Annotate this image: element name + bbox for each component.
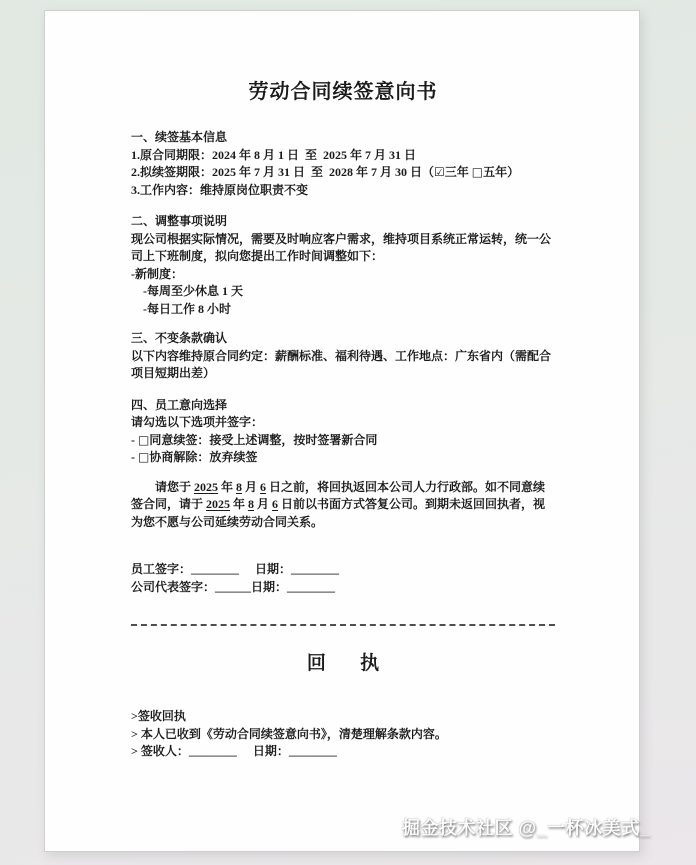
date-blank: ________ [287, 579, 336, 594]
underlined-month: 8 [236, 479, 243, 494]
document-title: 劳动合同续签意向书 [248, 81, 438, 103]
date-label: 日期： [252, 744, 289, 758]
checkbox-empty-icon: □ [138, 432, 150, 447]
original-contract-term-line: 1.原合同期限：2024 年 8 月 1 日 至 2025 年 7 月 31 日 [131, 147, 417, 162]
signature-block [131, 561, 555, 596]
rest-day-item: -每周至少休息 1 天 [143, 284, 243, 298]
work-hours-item: -每日工作 8 小时 [143, 301, 231, 316]
company-signature-line [131, 579, 555, 597]
return-text: 日前以书面方式答复公司。到期未返回回执者，视为您不愿与公司延续劳动合同关系。 [131, 497, 546, 529]
section-employee-intention [131, 397, 555, 467]
agree-renewal-option [131, 432, 555, 450]
agree-option-label: 同意续签：接受上述调整，按时签署新合同 [149, 432, 378, 447]
option-dash: - [131, 450, 138, 464]
terminate-option [131, 449, 555, 467]
date-blank: ________ [288, 744, 337, 758]
document-page [44, 10, 640, 852]
option-five-years-label: 五年） [483, 165, 520, 179]
underlined-year: 2025 [194, 479, 219, 494]
return-text: 月 [242, 479, 261, 494]
date-label: 日期： [255, 562, 292, 576]
section-renewal-basic-info [131, 129, 555, 199]
return-text: 日之前，将回执返回本公司人力行政部。如不同意续签合同，请于 [131, 479, 546, 511]
receipt-signer-label: > 签收人： [131, 744, 189, 758]
receipt-received-line: > 本人已收到《劳动合同续签意向书》，清楚理解条款内容。 [131, 726, 447, 741]
section-unchanged-terms [131, 330, 555, 383]
new-policy-title: -新制度： [131, 266, 183, 281]
site-watermark: 掘金技术社区 @_一杯冰美式_ [402, 818, 651, 838]
return-instruction-paragraph [131, 479, 555, 532]
renewal-term-line [131, 164, 555, 182]
checkbox-empty-icon: □ [471, 165, 484, 179]
return-text: 年 [230, 497, 249, 511]
checkbox-empty-icon: □ [138, 450, 150, 464]
signature-blank: ________ [188, 744, 237, 758]
underlined-day: 6 [260, 479, 267, 494]
underlined-year: 2025 [206, 497, 231, 511]
adjustment-paragraph: 现公司根据实际情况，需要及时响应客户需求，维持项目系统正常运转，统一公司上下班制度，拟向您提出工作时间调整如下： [131, 231, 552, 263]
option-three-years-label: 三年 [444, 165, 472, 179]
employee-signature-label: 员工签字： [131, 562, 192, 576]
underlined-month: 8 [248, 497, 255, 511]
dashed-divider [131, 624, 555, 626]
return-text: 年 [218, 479, 237, 494]
work-content-line: 3.工作内容：维持原岗位职责不变 [131, 182, 309, 197]
section4-heading: 四、员工意向选择 [131, 397, 228, 412]
section3-heading: 三、不变条款确认 [131, 331, 228, 345]
receipt-block [131, 708, 555, 761]
underlined-day: 6 [272, 497, 279, 511]
return-text: 月 [254, 497, 273, 511]
company-signature-label: 公司代表签字： [131, 579, 216, 594]
signature-blank: ______ [215, 579, 252, 594]
section2-heading: 二、调整事项说明 [131, 214, 228, 228]
intention-intro-line: 请勾选以下选项并签字： [131, 415, 264, 429]
option-dash: - [131, 432, 138, 447]
terminate-option-label: 协商解除：放弃续签 [149, 450, 258, 464]
unchanged-terms-paragraph: 以下内容维持原合同约定：薪酬标准、福利待遇、工作地点：广东省内（需配合项目短期出差） [131, 348, 552, 380]
employee-signature-line [131, 561, 555, 579]
return-text: 请您于 [155, 479, 195, 494]
section1-heading: 一、续签基本信息 [131, 130, 228, 144]
date-label: 日期： [251, 579, 288, 594]
signature-blank: ________ [191, 562, 240, 576]
receipt-title: 回执 [306, 653, 414, 674]
receipt-signer-line [131, 743, 555, 761]
section-adjustment [131, 213, 555, 318]
receipt-ack-line: >签收回执 [131, 709, 186, 723]
checkbox-checked-icon: ☑ [434, 165, 445, 179]
renewal-term-text: 2.拟续签期限：2025 年 7 月 31 日 至 2028 年 7 月 30 日（ [131, 165, 435, 179]
document-body [45, 11, 639, 761]
date-blank: ________ [291, 562, 340, 576]
